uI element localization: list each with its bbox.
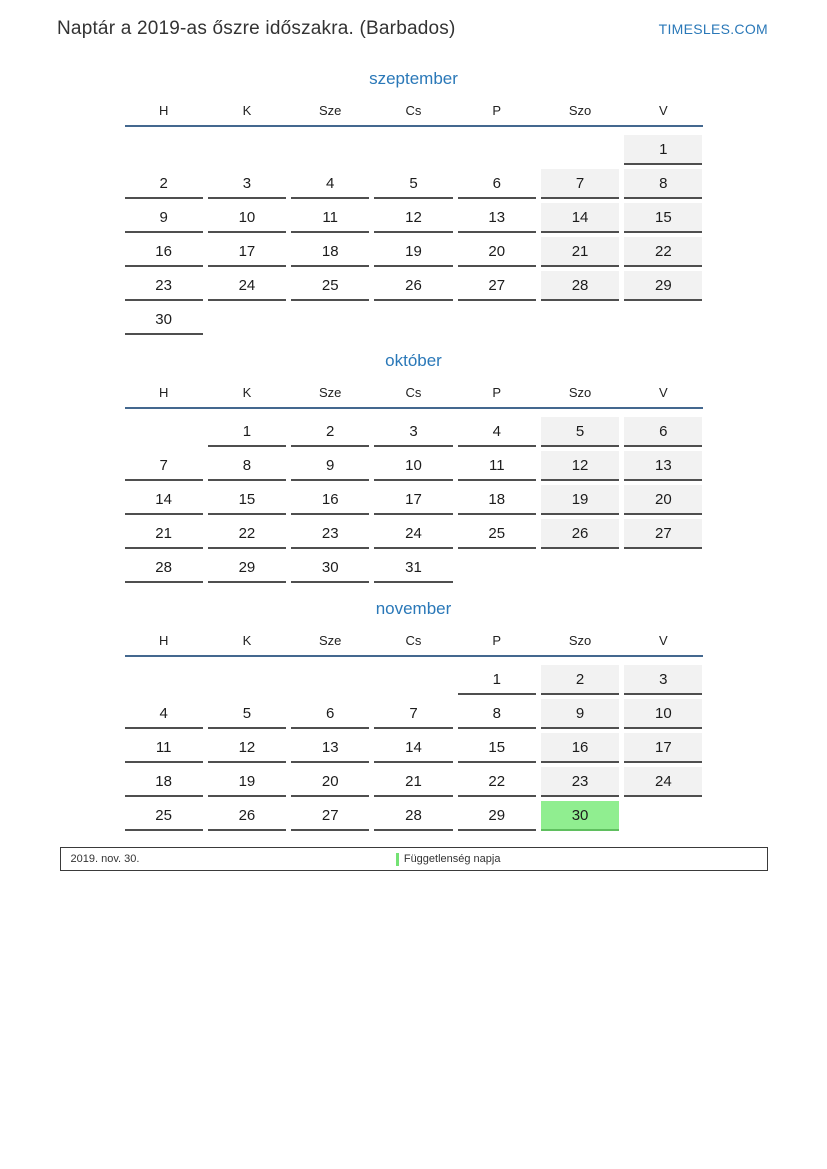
week-row — [125, 733, 703, 763]
empty-cell — [624, 553, 702, 583]
day-cell: 4 — [458, 417, 536, 447]
day-cell: 1 — [624, 135, 702, 165]
header-rule — [125, 407, 703, 409]
day-header-h: H — [158, 103, 169, 118]
page-title: Naptár a 2019-as őszre időszakra. (Barbados) — [57, 18, 456, 39]
day-cell: 26 — [208, 801, 286, 831]
day-cell: 3 — [624, 665, 702, 695]
month-október — [125, 351, 703, 583]
day-cell: 28 — [125, 553, 203, 583]
holiday-day-cell: 30 — [541, 801, 619, 831]
empty-cell — [374, 135, 452, 165]
day-cell: 25 — [458, 519, 536, 549]
day-cell: 7 — [541, 169, 619, 199]
empty-cell — [208, 135, 286, 165]
day-cell: 31 — [374, 553, 452, 583]
day-header-v: V — [658, 633, 668, 648]
site-link[interactable]: TIMESLES.COM — [658, 21, 768, 37]
day-cell: 21 — [125, 519, 203, 549]
empty-cell — [458, 135, 536, 165]
empty-cell — [125, 665, 203, 695]
day-cell: 19 — [541, 485, 619, 515]
day-cell: 12 — [374, 203, 452, 233]
week-row — [125, 553, 703, 583]
day-cell: 15 — [624, 203, 702, 233]
empty-cell — [374, 665, 452, 695]
day-cell: 26 — [541, 519, 619, 549]
day-cell: 10 — [624, 699, 702, 729]
header-rule — [125, 655, 703, 657]
day-cell: 20 — [624, 485, 702, 515]
day-header-szo: Szo — [568, 103, 592, 118]
day-header-k: K — [242, 633, 252, 648]
day-header-row — [125, 102, 703, 120]
months-container — [0, 69, 827, 831]
day-cell: 11 — [125, 733, 203, 763]
day-cell: 23 — [541, 767, 619, 797]
day-cell: 28 — [541, 271, 619, 301]
day-cell: 24 — [624, 767, 702, 797]
day-header-cs: Cs — [405, 633, 422, 648]
day-cell: 25 — [125, 801, 203, 831]
day-cell: 10 — [208, 203, 286, 233]
empty-cell — [125, 135, 203, 165]
day-cell: 27 — [458, 271, 536, 301]
day-header-cs: Cs — [405, 103, 422, 118]
day-cell: 2 — [541, 665, 619, 695]
week-row — [125, 767, 703, 797]
day-cell: 13 — [291, 733, 369, 763]
day-header-h: H — [158, 385, 169, 400]
empty-cell — [291, 665, 369, 695]
day-cell: 17 — [208, 237, 286, 267]
day-cell: 9 — [291, 451, 369, 481]
day-cell: 19 — [374, 237, 452, 267]
empty-cell — [541, 135, 619, 165]
day-cell: 14 — [374, 733, 452, 763]
day-header-sze: Sze — [319, 103, 342, 118]
day-header-k: K — [242, 385, 252, 400]
legend-item — [396, 853, 501, 866]
day-cell: 2 — [291, 417, 369, 447]
day-cell: 30 — [125, 305, 203, 335]
day-header-row — [125, 384, 703, 402]
day-cell: 1 — [208, 417, 286, 447]
week-row — [125, 665, 703, 695]
day-cell: 2 — [125, 169, 203, 199]
day-cell: 13 — [624, 451, 702, 481]
day-cell: 12 — [208, 733, 286, 763]
day-cell: 14 — [125, 485, 203, 515]
day-cell: 25 — [291, 271, 369, 301]
day-header-v: V — [658, 103, 668, 118]
month-title: október — [385, 351, 442, 370]
day-header-szo: Szo — [568, 633, 592, 648]
day-cell: 4 — [125, 699, 203, 729]
day-cell: 8 — [458, 699, 536, 729]
day-cell: 30 — [291, 553, 369, 583]
day-cell: 10 — [374, 451, 452, 481]
day-cell: 21 — [541, 237, 619, 267]
day-header-row — [125, 632, 703, 650]
page-header — [0, 0, 827, 40]
day-header-v: V — [658, 385, 668, 400]
day-cell: 9 — [125, 203, 203, 233]
day-cell: 28 — [374, 801, 452, 831]
day-cell: 17 — [374, 485, 452, 515]
day-cell: 16 — [541, 733, 619, 763]
month-november — [125, 599, 703, 831]
week-row — [125, 519, 703, 549]
day-cell: 20 — [458, 237, 536, 267]
empty-cell — [374, 305, 452, 335]
day-cell: 11 — [291, 203, 369, 233]
day-cell: 3 — [374, 417, 452, 447]
day-cell: 24 — [374, 519, 452, 549]
day-cell: 8 — [624, 169, 702, 199]
month-title: november — [375, 599, 452, 618]
day-cell: 13 — [458, 203, 536, 233]
day-cell: 6 — [458, 169, 536, 199]
week-row — [125, 237, 703, 267]
week-row — [125, 169, 703, 199]
empty-cell — [624, 801, 702, 831]
legend-box — [60, 847, 768, 871]
day-cell: 29 — [624, 271, 702, 301]
day-header-k: K — [242, 103, 252, 118]
day-cell: 16 — [125, 237, 203, 267]
day-cell: 21 — [374, 767, 452, 797]
day-cell: 14 — [541, 203, 619, 233]
week-row — [125, 135, 703, 165]
day-cell: 26 — [374, 271, 452, 301]
day-cell: 18 — [458, 485, 536, 515]
week-row — [125, 801, 703, 831]
day-header-p: P — [492, 103, 502, 118]
holiday-marker-icon — [396, 853, 399, 866]
header-rule — [125, 125, 703, 127]
day-cell: 11 — [458, 451, 536, 481]
legend-date: 2019. nov. 30. — [70, 853, 140, 865]
week-row — [125, 271, 703, 301]
day-cell: 3 — [208, 169, 286, 199]
week-row — [125, 203, 703, 233]
empty-cell — [458, 553, 536, 583]
day-cell: 27 — [624, 519, 702, 549]
day-cell: 18 — [125, 767, 203, 797]
empty-cell — [208, 305, 286, 335]
day-header-sze: Sze — [319, 633, 342, 648]
day-cell: 29 — [208, 553, 286, 583]
day-cell: 15 — [208, 485, 286, 515]
day-header-sze: Sze — [319, 385, 342, 400]
empty-cell — [208, 665, 286, 695]
day-cell: 4 — [291, 169, 369, 199]
day-cell: 1 — [458, 665, 536, 695]
day-header-szo: Szo — [568, 385, 592, 400]
day-cell: 6 — [291, 699, 369, 729]
empty-cell — [541, 553, 619, 583]
day-cell: 27 — [291, 801, 369, 831]
empty-cell — [291, 135, 369, 165]
day-cell: 15 — [458, 733, 536, 763]
day-header-p: P — [492, 385, 502, 400]
week-row — [125, 417, 703, 447]
day-cell: 18 — [291, 237, 369, 267]
month-szeptember — [125, 69, 703, 335]
day-cell: 23 — [291, 519, 369, 549]
day-cell: 6 — [624, 417, 702, 447]
empty-cell — [458, 305, 536, 335]
week-row — [125, 485, 703, 515]
day-cell: 7 — [374, 699, 452, 729]
empty-cell — [125, 417, 203, 447]
day-cell: 12 — [541, 451, 619, 481]
empty-cell — [291, 305, 369, 335]
day-cell: 17 — [624, 733, 702, 763]
day-cell: 20 — [291, 767, 369, 797]
day-cell: 23 — [125, 271, 203, 301]
day-cell: 22 — [624, 237, 702, 267]
week-row — [125, 699, 703, 729]
day-cell: 22 — [208, 519, 286, 549]
day-header-p: P — [492, 633, 502, 648]
day-cell: 16 — [291, 485, 369, 515]
empty-cell — [624, 305, 702, 335]
day-cell: 19 — [208, 767, 286, 797]
month-title: szeptember — [369, 69, 458, 88]
day-cell: 22 — [458, 767, 536, 797]
day-cell: 5 — [374, 169, 452, 199]
day-cell: 7 — [125, 451, 203, 481]
day-cell: 8 — [208, 451, 286, 481]
day-cell: 9 — [541, 699, 619, 729]
day-cell: 5 — [541, 417, 619, 447]
week-row — [125, 305, 703, 335]
day-header-h: H — [158, 633, 169, 648]
legend-label: Függetlenség napja — [403, 853, 501, 865]
day-cell: 5 — [208, 699, 286, 729]
day-cell: 29 — [458, 801, 536, 831]
empty-cell — [541, 305, 619, 335]
day-header-cs: Cs — [405, 385, 422, 400]
day-cell: 24 — [208, 271, 286, 301]
week-row — [125, 451, 703, 481]
